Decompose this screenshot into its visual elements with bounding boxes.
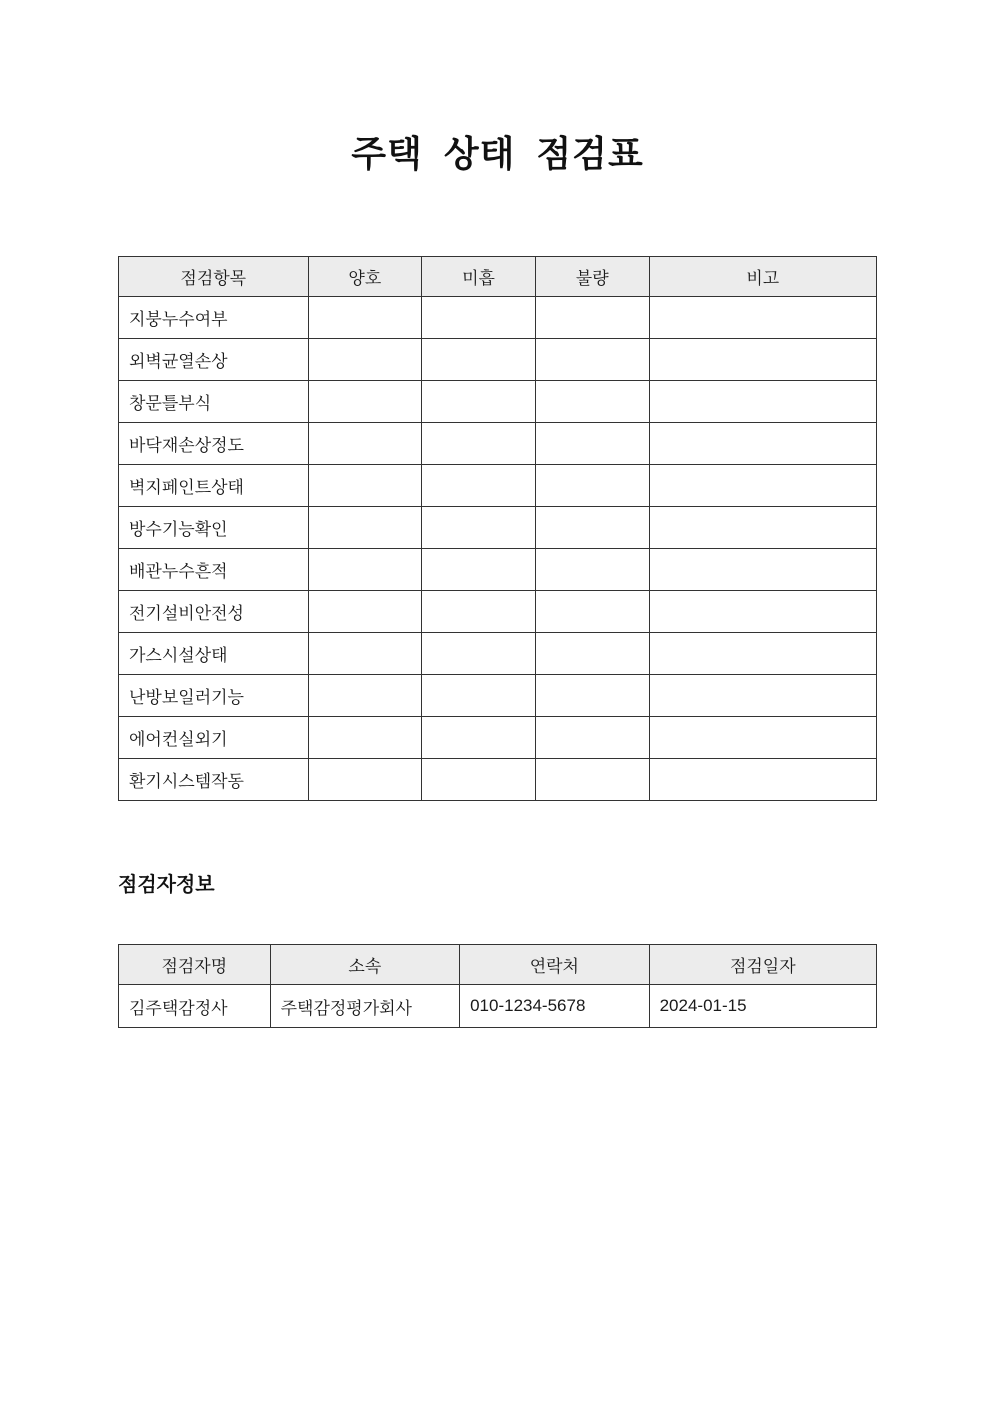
checklist-row bbox=[119, 633, 877, 675]
checklist-item-label: 배관누수흔적 bbox=[119, 549, 309, 591]
checklist-row bbox=[119, 423, 877, 465]
checklist-empty-cell bbox=[422, 591, 536, 633]
checklist-empty-cell bbox=[422, 633, 536, 675]
checklist-empty-cell bbox=[535, 297, 649, 339]
checklist-empty-cell bbox=[422, 297, 536, 339]
inspector-cell: 010-1234-5678 bbox=[460, 985, 650, 1028]
checklist-empty-cell bbox=[308, 297, 422, 339]
column-header: 불량 bbox=[535, 257, 649, 297]
column-header: 양호 bbox=[308, 257, 422, 297]
checklist-row bbox=[119, 549, 877, 591]
column-header: 점검일자 bbox=[649, 945, 876, 985]
checklist-item-label: 가스시설상태 bbox=[119, 633, 309, 675]
checklist-empty-cell bbox=[422, 675, 536, 717]
checklist-empty-cell bbox=[422, 549, 536, 591]
inspector-table-header bbox=[119, 945, 877, 985]
inspector-cell: 김주택감정사 bbox=[119, 985, 271, 1028]
checklist-empty-cell bbox=[649, 633, 876, 675]
checklist-row bbox=[119, 381, 877, 423]
checklist-item-label: 외벽균열손상 bbox=[119, 339, 309, 381]
checklist-empty-cell bbox=[649, 759, 876, 801]
checklist-table-header bbox=[119, 257, 877, 297]
checklist-empty-cell bbox=[649, 507, 876, 549]
column-header: 점검항목 bbox=[119, 257, 309, 297]
checklist-item-label: 벽지페인트상태 bbox=[119, 465, 309, 507]
column-header: 소속 bbox=[270, 945, 460, 985]
inspector-row bbox=[119, 985, 877, 1028]
checklist-empty-cell bbox=[308, 759, 422, 801]
inspector-table-body bbox=[119, 985, 877, 1028]
checklist-empty-cell bbox=[535, 717, 649, 759]
checklist-empty-cell bbox=[422, 465, 536, 507]
checklist-empty-cell bbox=[308, 549, 422, 591]
table-header-row bbox=[119, 257, 877, 297]
checklist-empty-cell bbox=[535, 633, 649, 675]
checklist-item-label: 창문틀부식 bbox=[119, 381, 309, 423]
column-header: 비고 bbox=[649, 257, 876, 297]
checklist-empty-cell bbox=[308, 339, 422, 381]
checklist-row bbox=[119, 591, 877, 633]
checklist-row bbox=[119, 759, 877, 801]
inspector-table bbox=[118, 944, 877, 1028]
checklist-empty-cell bbox=[422, 381, 536, 423]
checklist-empty-cell bbox=[649, 465, 876, 507]
checklist-empty-cell bbox=[649, 549, 876, 591]
checklist-row bbox=[119, 675, 877, 717]
checklist-empty-cell bbox=[535, 423, 649, 465]
checklist-row bbox=[119, 297, 877, 339]
checklist-empty-cell bbox=[649, 717, 876, 759]
column-header: 연락처 bbox=[460, 945, 650, 985]
checklist-table-body bbox=[119, 297, 877, 801]
checklist-empty-cell bbox=[422, 339, 536, 381]
checklist-empty-cell bbox=[649, 423, 876, 465]
table-header-row bbox=[119, 945, 877, 985]
checklist-row bbox=[119, 507, 877, 549]
checklist-row bbox=[119, 465, 877, 507]
checklist-empty-cell bbox=[535, 759, 649, 801]
column-header: 점검자명 bbox=[119, 945, 271, 985]
checklist-item-label: 환기시스템작동 bbox=[119, 759, 309, 801]
checklist-empty-cell bbox=[535, 507, 649, 549]
checklist-empty-cell bbox=[535, 591, 649, 633]
checklist-empty-cell bbox=[422, 717, 536, 759]
checklist-empty-cell bbox=[649, 339, 876, 381]
checklist-item-label: 바닥재손상정도 bbox=[119, 423, 309, 465]
checklist-item-label: 에어컨실외기 bbox=[119, 717, 309, 759]
checklist-empty-cell bbox=[308, 633, 422, 675]
document-title: 주택 상태 점검표 bbox=[351, 133, 644, 174]
checklist-item-label: 방수기능확인 bbox=[119, 507, 309, 549]
inspector-section-heading: 점검자정보 bbox=[118, 874, 215, 896]
checklist-empty-cell bbox=[308, 507, 422, 549]
checklist-empty-cell bbox=[535, 339, 649, 381]
checklist-empty-cell bbox=[649, 675, 876, 717]
checklist-empty-cell bbox=[535, 675, 649, 717]
checklist-row bbox=[119, 717, 877, 759]
checklist-empty-cell bbox=[535, 549, 649, 591]
checklist-empty-cell bbox=[308, 381, 422, 423]
checklist-empty-cell bbox=[308, 591, 422, 633]
column-header: 미흡 bbox=[422, 257, 536, 297]
checklist-empty-cell bbox=[649, 297, 876, 339]
checklist-empty-cell bbox=[535, 465, 649, 507]
inspector-cell: 2024-01-15 bbox=[649, 985, 876, 1028]
checklist-empty-cell bbox=[649, 591, 876, 633]
checklist-empty-cell bbox=[422, 507, 536, 549]
checklist-empty-cell bbox=[649, 381, 876, 423]
checklist-item-label: 난방보일러기능 bbox=[119, 675, 309, 717]
checklist-empty-cell bbox=[308, 675, 422, 717]
checklist-item-label: 전기설비안전성 bbox=[119, 591, 309, 633]
document-page bbox=[118, 0, 877, 1028]
checklist-table bbox=[118, 256, 877, 801]
checklist-empty-cell bbox=[422, 759, 536, 801]
checklist-empty-cell bbox=[308, 465, 422, 507]
checklist-empty-cell bbox=[422, 423, 536, 465]
checklist-empty-cell bbox=[308, 423, 422, 465]
checklist-empty-cell bbox=[308, 717, 422, 759]
checklist-empty-cell bbox=[535, 381, 649, 423]
checklist-row bbox=[119, 339, 877, 381]
inspector-cell: 주택감정평가회사 bbox=[270, 985, 460, 1028]
checklist-item-label: 지붕누수여부 bbox=[119, 297, 309, 339]
